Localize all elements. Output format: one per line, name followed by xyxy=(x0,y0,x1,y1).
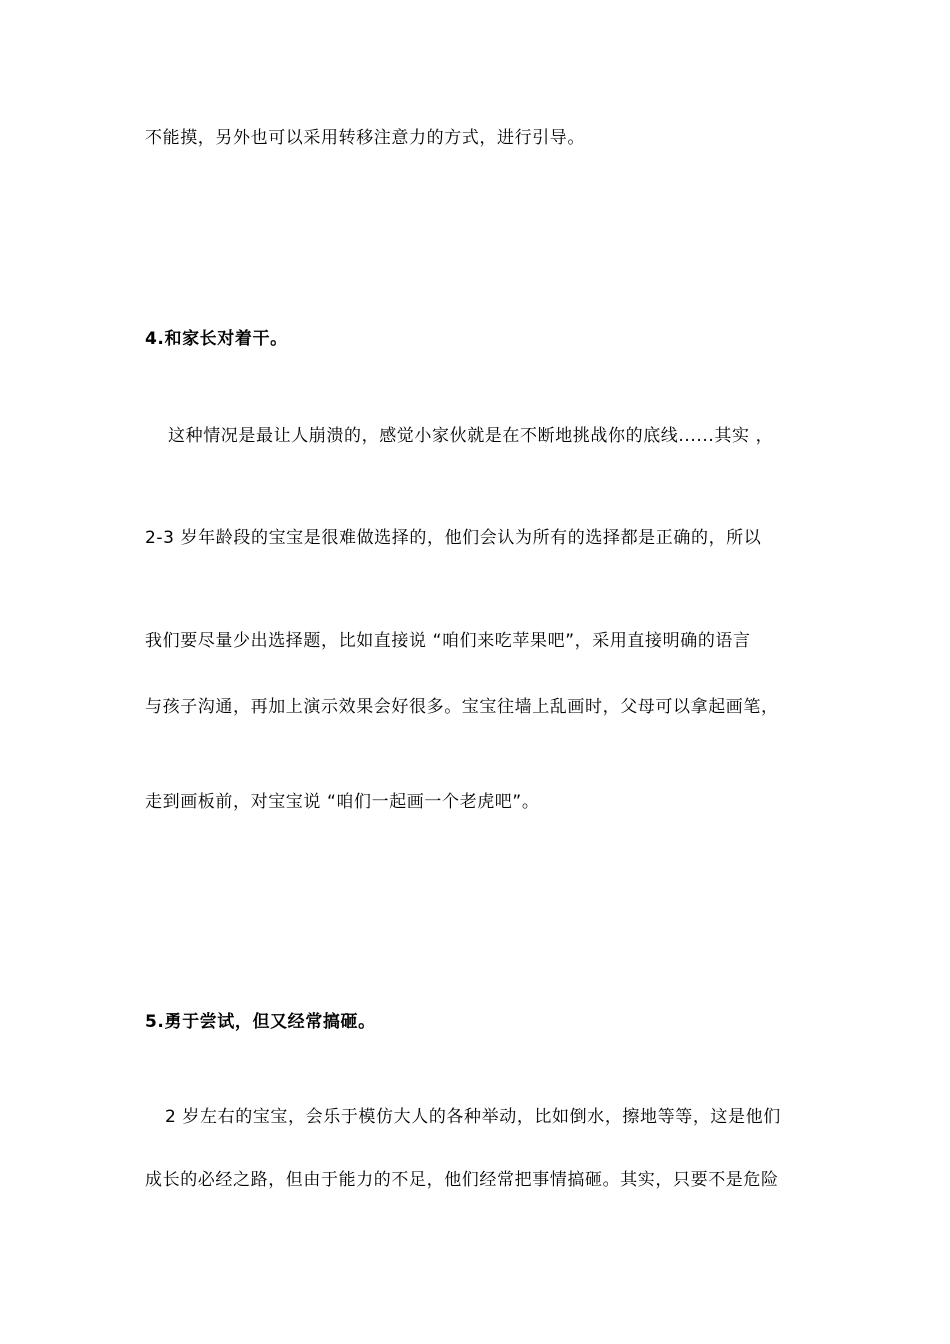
paragraph-line: 我们要尽量少出选择题，比如直接说 “咱们来吃苹果吧”，采用直接明确的语言 xyxy=(145,631,751,651)
section-heading: 4.和家长对着干。 xyxy=(145,329,288,349)
paragraph-line: 这种情况是最让人崩溃的，感觉小家伙就是在不断地挑战你的底线......其实 ， xyxy=(168,426,774,446)
paragraph-line: 走到画板前，对宝宝说 “咱们一起画一个老虎吧”。 xyxy=(145,792,540,812)
paragraph-line: 2-3 岁年龄段的宝宝是很难做选择的，他们会认为所有的选择都是正确的，所以 xyxy=(145,528,762,548)
paragraph-line: 成长的必经之路，但由于能力的不足，他们经常把事情搞砸。其实，只要不是危险 xyxy=(145,1170,779,1190)
section-heading: 5.勇于尝试，但又经常搞砸。 xyxy=(145,1012,376,1032)
paragraph-line: 与孩子沟通，再加上演示效果会好很多。宝宝往墙上乱画时，父母可以拿起画笔， xyxy=(145,697,779,717)
paragraph-line: 不能摸，另外也可以采用转移注意力的方式，进行引导。 xyxy=(145,128,585,148)
paragraph-line: 2 岁左右的宝宝，会乐于模仿大人的各种举动，比如倒水，擦地等等，这是他们 xyxy=(165,1107,781,1127)
